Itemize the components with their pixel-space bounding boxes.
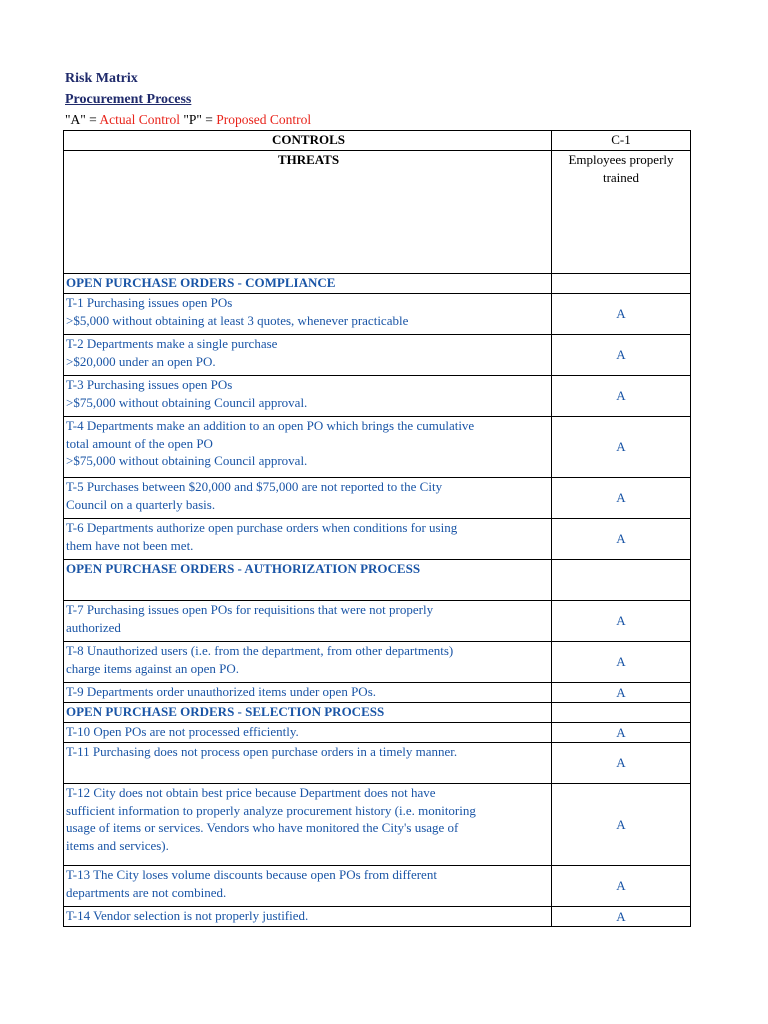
threat-text-line: >$5,000 without obtaining at least 3 quotes, whenever practicable [66,312,409,328]
threat-cell [64,683,552,703]
threat-text-line: charge items against an open PO. [66,660,240,676]
control-mark: A [552,907,691,927]
threat-cell [64,642,552,683]
section-control-cell [552,703,691,723]
threat-text-line: departments are not combined. [66,884,227,900]
threat-text-line: usage of items or services. Vendors who have monitored the City's usage of [66,820,459,835]
section-row [64,703,691,723]
legend-actual-prefix: "A" = [65,112,100,127]
section-control-cell [552,274,691,294]
threat-text-line: items and services). [66,837,169,853]
threat-text-line: T-7 Purchasing issues open POs for requisitions that were not properly [66,602,434,617]
threat-cell [64,907,552,927]
section-title: OPEN PURCHASE ORDERS - AUTHORIZATION PROCESS [64,560,552,601]
control-mark: A [552,519,691,560]
threat-row [64,866,691,907]
control-mark: A [552,294,691,335]
section-control-cell [552,560,691,601]
threat-text-line: sufficient information to properly analyze procurement history (i.e. monitoring [66,802,476,818]
threat-text-line: total amount of the open PO [66,435,213,451]
control-mark: A [552,417,691,478]
threat-cell [64,866,552,907]
threat-text-line: them have not been met. [66,537,194,553]
threat-row [64,683,691,703]
control-mark: A [552,784,691,866]
threat-text-line: T-1 Purchasing issues open POs [66,295,233,310]
legend-proposed-prefix: "P" = [180,112,217,127]
threat-cell [64,723,552,743]
threat-row [64,723,691,743]
control-mark: A [552,723,691,743]
threat-row [64,642,691,683]
control-mark: A [552,683,691,703]
threat-row [64,335,691,376]
threat-cell [64,601,552,642]
threat-row [64,417,691,478]
control-mark: A [552,642,691,683]
threat-text-line: >$75,000 without obtaining Council approval. [66,453,308,468]
document-subtitle: Procurement Process [65,92,192,107]
legend-proposed-control: Proposed Control [216,112,312,127]
section-row [64,274,691,294]
control-id: C-1 [552,131,691,151]
threat-text-line: Council on a quarterly basis. [66,496,216,512]
document-title: Risk Matrix [65,71,138,86]
control-name: Employees properly trained [552,151,691,274]
threat-cell [64,743,552,784]
threat-text-line: T-11 Purchasing does not process open purchase orders in a timely manner. [66,744,458,759]
threat-row [64,743,691,784]
control-mark: A [552,743,691,784]
threat-cell [64,784,552,866]
threat-text-line: T-9 Departments order unauthorized items under open POs. [66,684,377,699]
threat-row [64,478,691,519]
risk-matrix-table [63,130,691,927]
threat-row [64,519,691,560]
threat-text-line: >$75,000 without obtaining Council approval. [66,394,308,410]
control-mark: A [552,335,691,376]
section-row [64,560,691,601]
control-mark: A [552,601,691,642]
section-title: OPEN PURCHASE ORDERS - SELECTION PROCESS [64,703,552,723]
threat-row [64,294,691,335]
header-row-threats [64,151,691,274]
threat-text-line: authorized [66,619,121,635]
control-mark: A [552,866,691,907]
threat-cell [64,376,552,417]
threat-cell [64,519,552,560]
threat-text-line: T-3 Purchasing issues open POs [66,377,233,392]
section-title: OPEN PURCHASE ORDERS - COMPLIANCE [64,274,552,294]
threat-text-line: T-14 Vendor selection is not properly justified. [66,908,309,923]
threat-text-line: T-5 Purchases between $20,000 and $75,000 are not reported to the City [66,479,443,494]
threat-cell [64,335,552,376]
threat-text-line: >$20,000 under an open PO. [66,353,216,369]
legend-actual-control: Actual Control [99,112,181,127]
threat-text-line: T-13 The City loses volume discounts because open POs from different [66,867,437,882]
threat-cell [64,478,552,519]
control-legend [65,112,311,128]
threat-row [64,907,691,927]
threat-text-line: T-10 Open POs are not processed efficiently. [66,724,299,739]
threat-cell [64,294,552,335]
threats-header: THREATS [64,151,552,274]
controls-header: CONTROLS [64,131,552,151]
threat-text-line: T-2 Departments make a single purchase [66,336,278,351]
control-mark: A [552,376,691,417]
threat-text-line: T-6 Departments authorize open purchase orders when conditions for using [66,520,458,535]
threat-row [64,784,691,866]
header-row-controls [64,131,691,151]
threat-text-line: T-12 City does not obtain best price because Department does not have [66,785,436,800]
threat-text-line: T-8 Unauthorized users (i.e. from the department, from other departments) [66,643,454,658]
threat-row [64,376,691,417]
threat-cell [64,417,552,478]
control-mark: A [552,478,691,519]
threat-text-line: T-4 Departments make an addition to an open PO which brings the cumulative [66,418,475,433]
threat-row [64,601,691,642]
